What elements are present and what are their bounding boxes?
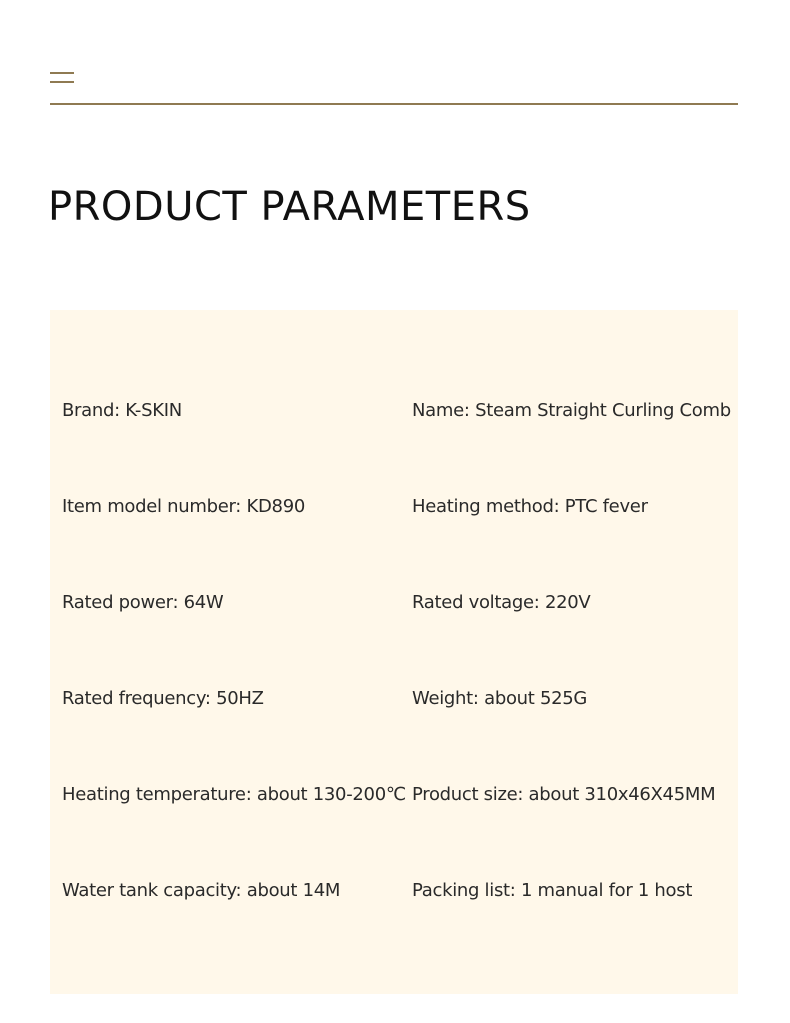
parameter-row bbox=[50, 780, 738, 810]
page-title: PRODUCT PARAMETERS bbox=[48, 184, 531, 230]
parameter-row bbox=[50, 588, 738, 618]
parameter-brand: Brand: K-SKIN bbox=[62, 400, 182, 421]
parameters-panel bbox=[50, 310, 738, 994]
parameter-name: Name: Steam Straight Curling Comb bbox=[412, 400, 731, 421]
menu-icon[interactable] bbox=[50, 72, 74, 84]
parameter-heating-temperature: Heating temperature: about 130-200℃ bbox=[62, 784, 406, 805]
menu-icon-bar-top bbox=[50, 72, 74, 74]
parameter-rated-voltage: Rated voltage: 220V bbox=[412, 592, 591, 613]
parameter-water-tank-capacity: Water tank capacity: about 14M bbox=[62, 880, 341, 901]
menu-icon-bar-bottom bbox=[50, 81, 74, 83]
parameter-row bbox=[50, 396, 738, 426]
parameter-row bbox=[50, 684, 738, 714]
parameter-product-size: Product size: about 310x46X45MM bbox=[412, 784, 716, 805]
parameter-rated-power: Rated power: 64W bbox=[62, 592, 224, 613]
parameter-weight: Weight: about 525G bbox=[412, 688, 588, 709]
parameter-packing-list: Packing list: 1 manual for 1 host bbox=[412, 880, 693, 901]
parameter-heating-method: Heating method: PTC fever bbox=[412, 496, 648, 517]
parameter-rated-frequency: Rated frequency: 50HZ bbox=[62, 688, 264, 709]
header-divider bbox=[50, 103, 738, 105]
parameter-row bbox=[50, 492, 738, 522]
parameter-row bbox=[50, 876, 738, 906]
parameter-model-number: Item model number: KD890 bbox=[62, 496, 306, 517]
